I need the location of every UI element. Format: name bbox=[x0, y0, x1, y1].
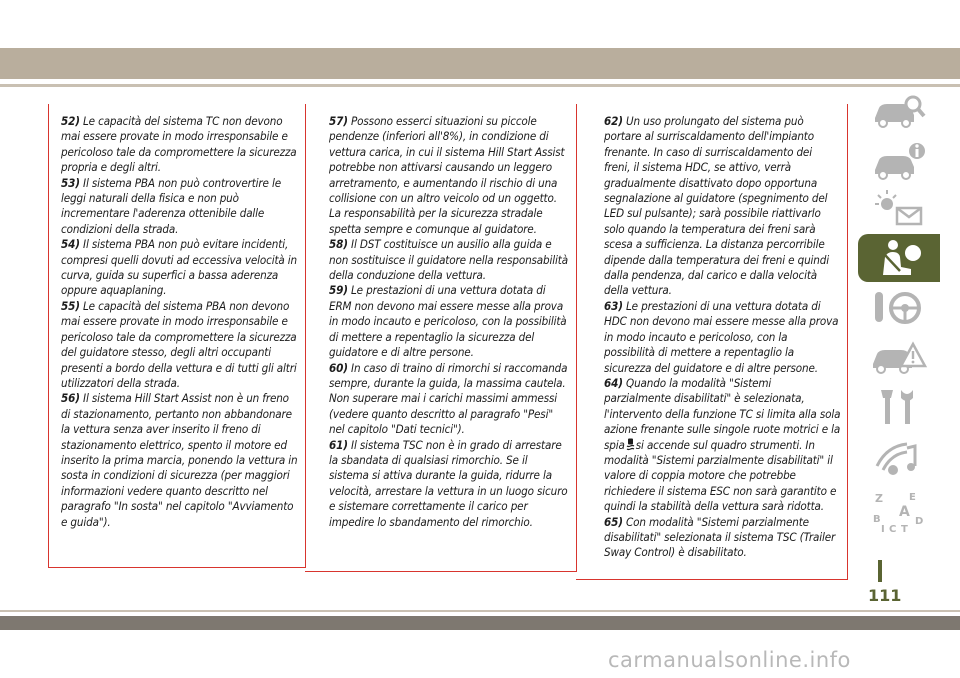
header-rule bbox=[0, 84, 960, 87]
note-57: 57) Possono esserci situazioni su piccole pendenze (inferiori all'8%), in condizione di vettura carica, in cui il sistema Hill Start Assist potrebbe non attivarsi causando un leggero arretramento, e aumentando il rischio di una collisione con un altro veicolo od un oggetto. La responsabilità per la sicurezza stradale spetta sempre e comunque al guidatore. bbox=[329, 114, 565, 236]
steering-wheel-icon[interactable] bbox=[858, 283, 940, 331]
note-60: 60) In caso di traino di rimorchi si raccomanda sempre, durante la guida, la massima cautela. Non superare mai i carichi massimi ammessi (vedere quanto descritto al paragrafo "Pesi" nel capitolo "Dati tecnici"). bbox=[329, 360, 568, 437]
note-53: 53) Il sistema PBA non può controvertire le leggi naturali della fisica e non può incrementare l'aderenza ottenibile dalle condizioni della strada. bbox=[61, 175, 281, 236]
note-61: 61) Il sistema TSC non è in grado di arrestare la sbandata di qualsiasi rimorchio. Se il sistema si attiva durante la guida, ridurre la velocità, arrestare la vettura in un luogo sicuro e sistemare correttamente il carico per impedire lo sbandamento del rimorchio. bbox=[329, 437, 568, 529]
traction-warning-icon bbox=[626, 438, 635, 451]
svg-text:E: E bbox=[909, 492, 916, 503]
note-63: 63) Le prestazioni di una vettura dotata di HDC non devono mai essere messe alla prova in modo incauto e pericoloso, con la possibilità di mettere a repentaglio la sicurezza del guidatore e di altre persone. bbox=[604, 298, 839, 375]
watermark: carmanualsonline.info bbox=[608, 648, 851, 672]
svg-text:T: T bbox=[901, 524, 908, 534]
notes-column-2 bbox=[305, 104, 577, 572]
page-number: 111 bbox=[868, 586, 902, 605]
note-62: 62) Un uso prolungato del sistema può portare al surriscaldamento dell'impianto frenante. In caso di surriscaldamento dei freni, il sistema HDC, se attivo, verrà gradualmente disattivato dopo opportuna segnalazione al guidatore (spegnimento del LED sul pulsante); sarà possibile riattivarlo solo quando la temperatura dei freni sarà scesa a sufficienza. La distanza percorribile dipende dalla temperatura dei freni e quindi dalla pendenza, dal carico e dalla velocità della vettura. bbox=[604, 114, 829, 298]
multimedia-icon[interactable] bbox=[858, 435, 940, 483]
svg-text:C: C bbox=[889, 524, 897, 534]
footer-rule bbox=[0, 610, 960, 612]
note-52: 52) Le capacità del sistema TC non devono mai essere provate in modo irresponsabile e pericoloso tale da compromettere la sicurezza propria e degli altri. bbox=[61, 114, 297, 175]
car-hazard-icon[interactable] bbox=[858, 333, 940, 381]
car-info-icon[interactable] bbox=[858, 137, 940, 185]
page-marker bbox=[878, 560, 882, 582]
svg-text:Z: Z bbox=[875, 492, 883, 505]
index-letters-icon[interactable] bbox=[858, 487, 940, 535]
tools-icon[interactable] bbox=[858, 383, 940, 431]
note-59: 59) Le prestazioni di una vettura dotata di ERM non devono mai essere messe alla prova in modo incauto e pericoloso, con la possibilità di mettere a repentaglio la sicurezza del guidatore e di altre persone. bbox=[329, 283, 567, 360]
note-55: 55) Le capacità del sistema PBA non devono mai essere provate in modo irresponsabile e pericoloso tale da compromettere la sicurezza del guidatore stesso, degli altri occupanti presenti a bordo della vettura e di tutti gli altri utilizzatori della strada. bbox=[61, 298, 297, 390]
car-search-icon[interactable] bbox=[858, 87, 940, 135]
notes-column-3 bbox=[576, 104, 848, 580]
note-65: 65) Con modalità "Sistemi parzialmente disabilitati" selezionata il sistema TSC (Trailer Sway Control) è disabilitato. bbox=[604, 514, 836, 560]
svg-text:I: I bbox=[881, 524, 885, 534]
note-56: 56) Il sistema Hill Start Assist non è un freno di stazionamento, pertanto non abbandonare la vettura senza aver inserito il freno di stazionamento elettrico, spento il motore ed inserito la prima marcia, ponendo la vettura in sosta in condizioni di sicurezza (per maggiori informazioni vedere quanto descritto nel paragrafo "In sosta" nel capitolo "Avviamento e guida"). bbox=[61, 391, 298, 529]
footer-band bbox=[0, 616, 960, 630]
notes-column-1 bbox=[48, 104, 306, 568]
note-54: 54) Il sistema PBA non può evitare incidenti, compresi quelli dovuti ad eccessiva velocità in curva, guida su superfici a bassa aderenza oppure aquaplaning. bbox=[61, 237, 298, 298]
note-64: 64) Quando la modalità "Sistemi parzialmente disabilitati" è selezionata, l'intervento della funzione TC si limita alla sola azione frenante sulle singole ruote motrici e la spia si accende sul quadro strumenti. In modalità "Sistemi parzialmente disabilitati" il valore di coppia motore che potrebbe richiedere il sistema ESC non sarà garantito e quindi la stabilità della vettura sarà ridotta. bbox=[604, 375, 841, 514]
warning-lights-icon[interactable] bbox=[858, 185, 940, 233]
seatbelt-airbag-icon[interactable] bbox=[858, 234, 940, 282]
svg-text:A: A bbox=[899, 504, 910, 520]
note-58: 58) Il DST costituisce un ausilio alla guida e non sostituisce il guidatore nella responsabilità della conduzione della vettura. bbox=[329, 237, 568, 283]
svg-text:D: D bbox=[915, 516, 924, 527]
header-band bbox=[0, 48, 960, 79]
svg-text:B: B bbox=[873, 514, 881, 525]
